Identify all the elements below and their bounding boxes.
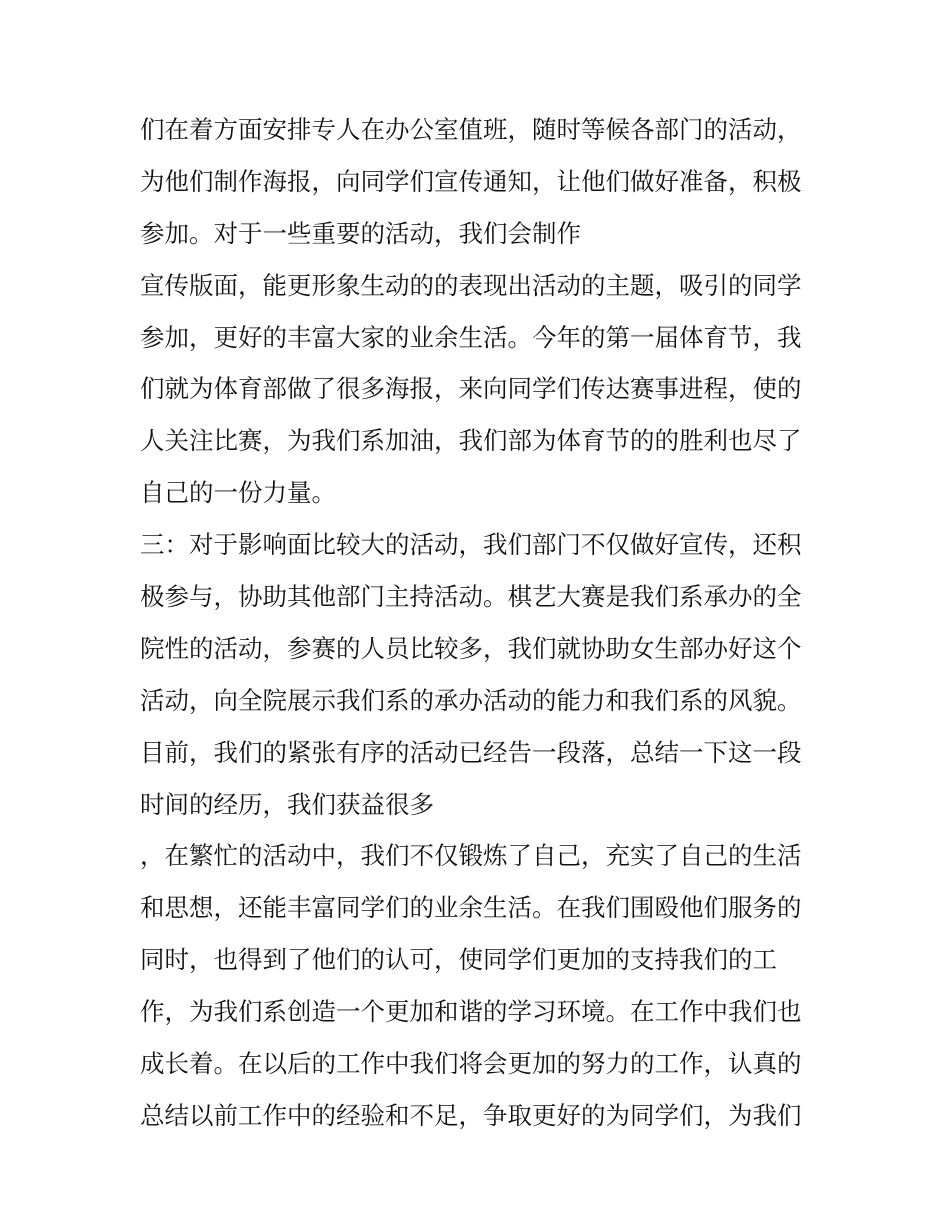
text-line: 们就为体育部做了很多海报，来向同学们传达赛事进程，使的 [140,374,802,404]
text-line: 为他们制作海报，向同学们宣传通知，让他们做好准备，积极 [140,166,802,196]
text-line: 三：对于影响面比较大的活动，我们部门不仅做好宣传，还积 [140,530,802,560]
text-line: 总结以前工作中的经验和不足，争取更好的为同学们，为我们 [140,1100,802,1130]
text-line: 宣传版面，能更形象生动的的表现出活动的主题，吸引的同学 [140,270,802,300]
text-line: 人关注比赛，为我们系加油，我们部为体育节的的胜利也尽了 [140,426,802,456]
text-line: 极参与，协助其他部门主持活动。棋艺大赛是我们系承办的全 [140,582,802,612]
text-line: 院性的活动，参赛的人员比较多，我们就协助女生部办好这个 [140,633,802,663]
text-line: 同时，也得到了他们的认可，使同学们更加的支持我们的工 [140,945,777,975]
text-line: 活动，向全院展示我们系的承办活动的能力和我们系的风貌。 [140,685,802,715]
text-line: 参加。对于一些重要的活动，我们会制作 [140,218,581,248]
text-line: 们在着方面安排专人在办公室值班，随时等候各部门的活动， [140,115,802,144]
text-line: 自己的一份力量。 [140,478,336,508]
text-line: 目前，我们的紧张有序的活动已经告一段落，总结一下这一段 [140,737,802,767]
text-line: 成长着。在以后的工作中我们将会更加的努力的工作，认真的 [140,1049,802,1079]
text-line: 参加，更好的丰富大家的业余生活。今年的第一届体育节，我 [140,322,802,352]
text-line: ，在繁忙的活动中，我们不仅锻炼了自己，充实了自己的生活 [140,841,802,871]
body-text [140,104,830,1142]
text-line: 和思想，还能丰富同学们的业余生活。在我们围殴他们服务的 [140,893,802,923]
text-line: 作，为我们系创造一个更加和谐的学习环境。在工作中我们也 [140,997,802,1027]
text-line: 时间的经历，我们获益很多 [140,789,434,819]
